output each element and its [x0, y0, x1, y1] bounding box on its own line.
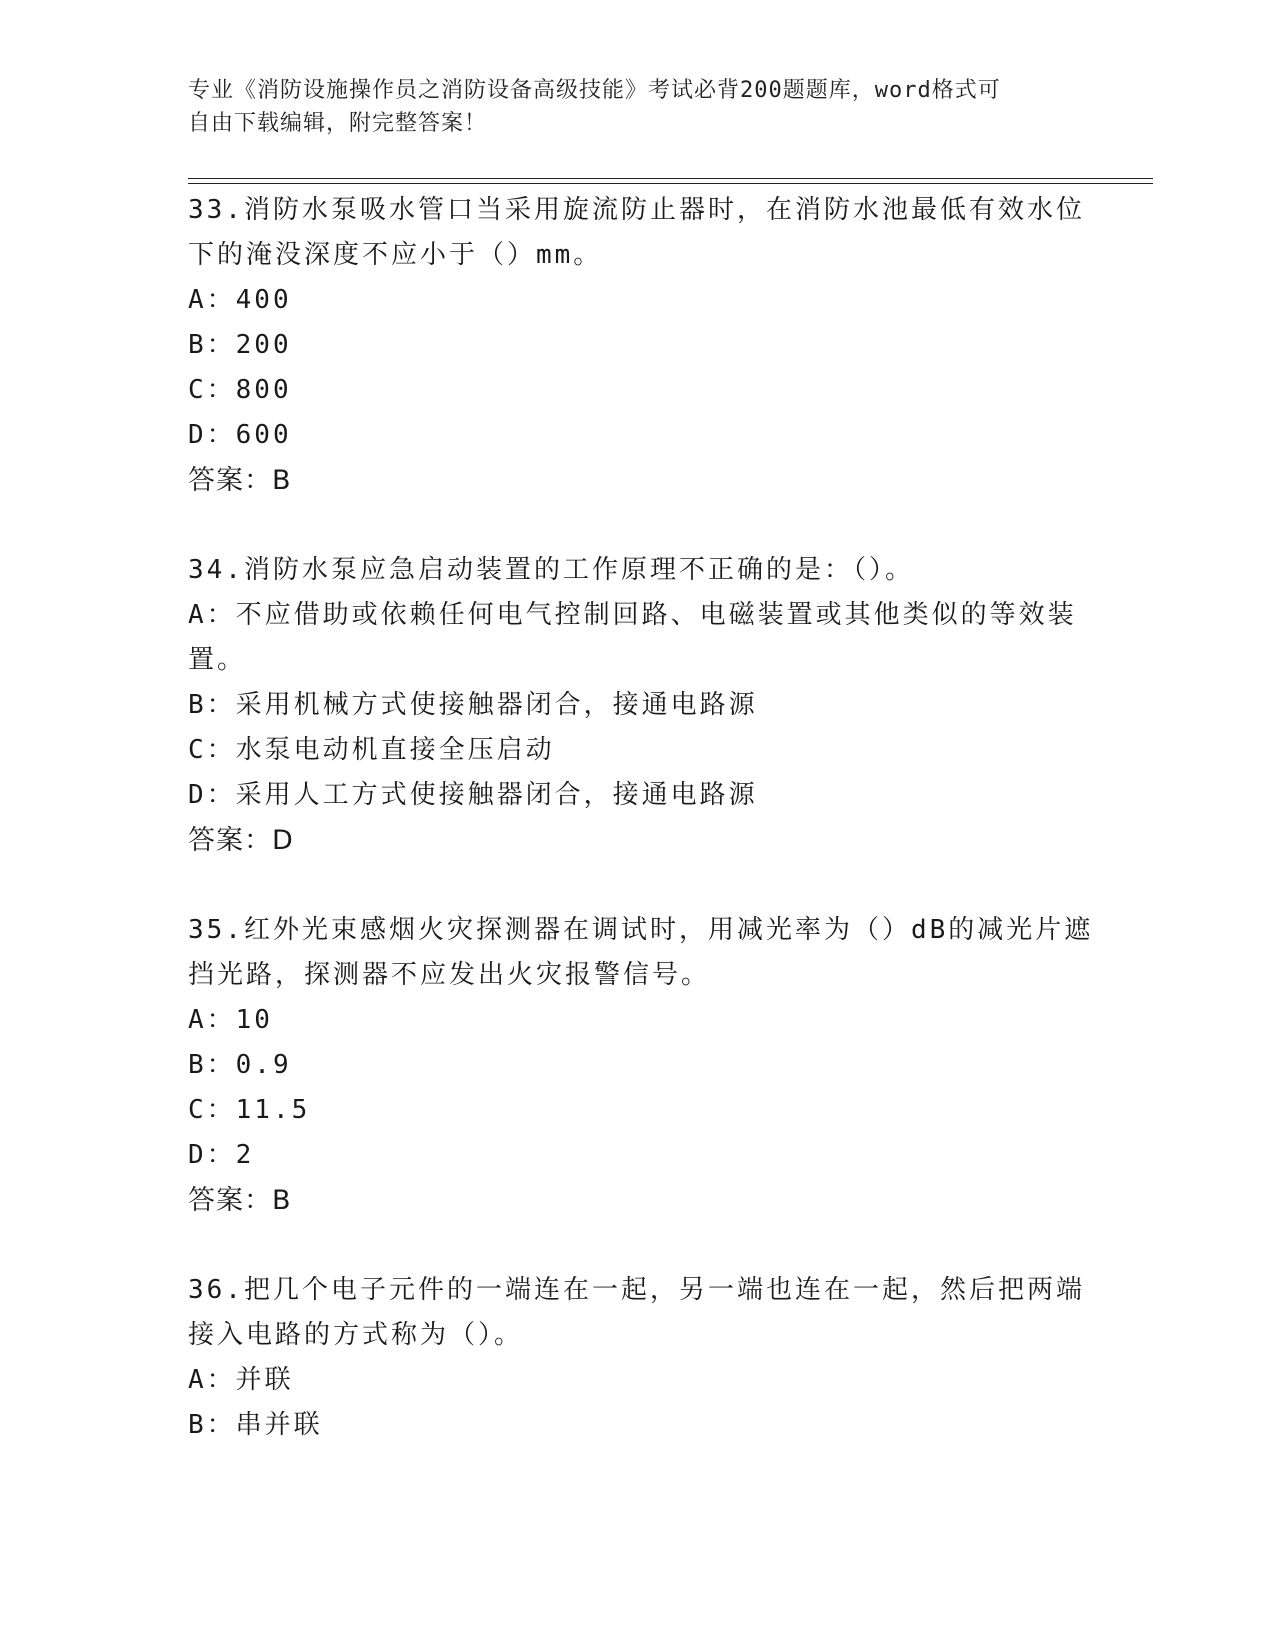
question-stem-line: 下的淹没深度不应小于（）mm。: [188, 240, 603, 270]
question-list: [188, 188, 1094, 1493]
option-d: D：采用人工方式使接触器闭合，接通电路源: [188, 780, 758, 810]
option-c: C：11.5: [188, 1095, 311, 1125]
option-a: A：10: [188, 1005, 273, 1035]
question-34: [188, 548, 1088, 863]
question-stem-line: 挡光路，探测器不应发出火灾报警信号。: [188, 960, 711, 990]
option-d: D：2: [188, 1140, 255, 1170]
option-c: C：水泵电动机直接全压启动: [188, 735, 555, 765]
header-divider-bottom: [188, 183, 1153, 184]
header-line-1: 专业《消防设施操作员之消防设备高级技能》考试必背200题题库，word格式可: [188, 78, 1001, 103]
question-stem-line: 33.消防水泵吸水管口当采用旋流防止器时，在消防水池最低有效水位: [188, 195, 1085, 225]
option-d: D：600: [188, 420, 292, 450]
answer-line: 答案：B: [188, 1185, 292, 1216]
question-36: [188, 1268, 1088, 1448]
answer-line: 答案：B: [188, 465, 292, 496]
header-divider-top: [188, 178, 1153, 179]
option-c: C：800: [188, 375, 292, 405]
option-b: B：串并联: [188, 1410, 323, 1440]
question-stem-line: 接入电路的方式称为（）。: [188, 1320, 524, 1350]
option-a: A：并联: [188, 1365, 294, 1395]
option-b: B：0.9: [188, 1050, 292, 1080]
option-b: B：200: [188, 330, 292, 360]
option-a-continuation: 置。: [188, 645, 247, 675]
question-stem-line: 36.把几个电子元件的一端连在一起，另一端也连在一起，然后把两端: [188, 1275, 1085, 1305]
document-header: [188, 74, 1088, 140]
question-stem-line: 34.消防水泵应急启动装置的工作原理不正确的是：（）。: [188, 555, 914, 585]
option-b: B：采用机械方式使接触器闭合，接通电路源: [188, 690, 758, 720]
option-a: A：不应借助或依赖任何电气控制回路、电磁装置或其他类似的等效装: [188, 600, 1077, 630]
header-line-2: 自由下载编辑，附完整答案！: [188, 111, 488, 136]
question-35: [188, 908, 1094, 1223]
question-33: [188, 188, 1088, 503]
answer-line: 答案：D: [188, 825, 294, 856]
question-stem-line: 35.红外光束感烟火灾探测器在调试时，用减光率为（）dB的减光片遮: [188, 915, 1094, 945]
option-a: A：400: [188, 285, 292, 315]
